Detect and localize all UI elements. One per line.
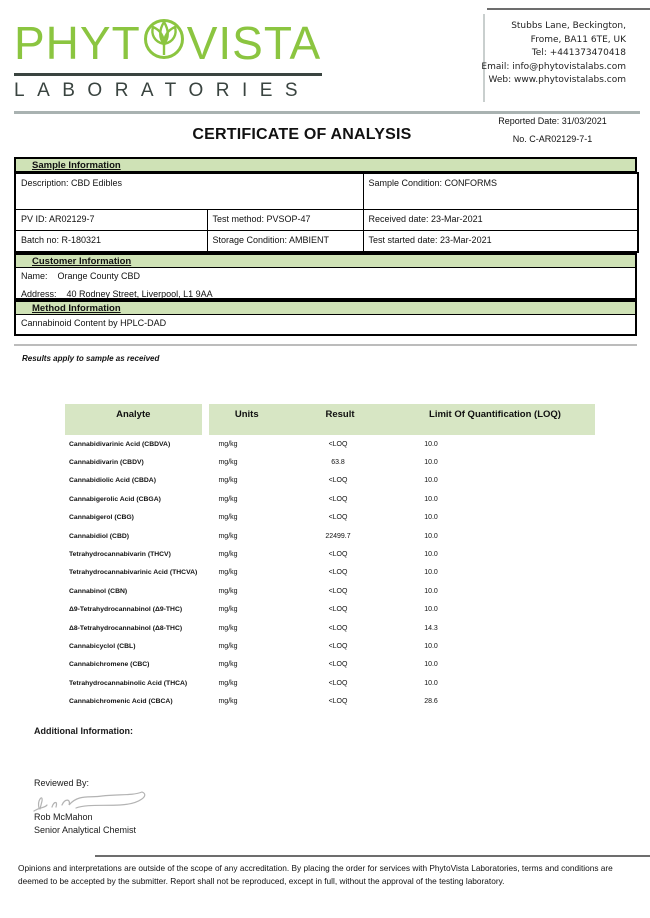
- reviewer-title: Senior Analytical Chemist: [34, 825, 137, 835]
- batch-no-cell: Batch no: R-180321: [15, 230, 207, 252]
- units-cell: mg/kg: [218, 606, 238, 614]
- sample-description-cell: Description: CBD Edibles: [15, 173, 363, 209]
- result-cell: <LOQ: [328, 477, 348, 485]
- units-cell: mg/kg: [218, 569, 238, 577]
- analyte-cell: Tetrahydrocannabivarin (THCV): [69, 551, 171, 559]
- table-row: [65, 637, 595, 655]
- result-cell: 22499.7: [325, 532, 351, 540]
- table-row: [65, 509, 595, 527]
- table-row: [65, 619, 595, 637]
- loq-cell: 10.0: [424, 495, 438, 503]
- units-cell: mg/kg: [218, 459, 238, 467]
- logo-divider-rule: [14, 73, 322, 76]
- results-table-header-row: [65, 404, 595, 435]
- logo-wordmark: [14, 16, 326, 69]
- table-row: [65, 692, 595, 710]
- units-cell: mg/kg: [218, 679, 238, 687]
- table-row: [65, 674, 595, 692]
- analyte-cell: Cannabidivarinic Acid (CBDVA): [69, 440, 171, 448]
- table-row: [65, 582, 595, 600]
- result-cell: <LOQ: [328, 624, 348, 632]
- results-table-body: [65, 435, 595, 711]
- analyte-cell: Cannabigerol (CBG): [69, 514, 134, 522]
- reviewed-by-label: Reviewed By:: [34, 778, 90, 788]
- results-table: [65, 404, 595, 711]
- phytovista-logo: [14, 16, 326, 102]
- units-cell: mg/kg: [218, 661, 238, 669]
- analyte-cell: Cannabidivarin (CBDV): [69, 459, 144, 467]
- loq-cell: 10.0: [424, 477, 438, 485]
- method-information-header: Method Information: [14, 300, 637, 315]
- col-header-result: Result: [285, 404, 395, 435]
- units-cell: mg/kg: [218, 514, 238, 522]
- units-cell: mg/kg: [218, 698, 238, 706]
- analyte-cell: Δ9-Tetrahydrocannabinol (Δ9-THC): [69, 606, 183, 614]
- result-cell: <LOQ: [328, 514, 348, 522]
- storage-condition-cell: Storage Condition: AMBIENT: [207, 230, 363, 252]
- customer-name: Name: Orange County CBD: [21, 271, 141, 281]
- loq-cell: 28.6: [424, 698, 438, 706]
- table-row: [65, 453, 595, 471]
- analyte-cell: Cannabicyclol (CBL): [69, 642, 136, 650]
- table-row: [65, 490, 595, 508]
- table-row: [65, 527, 595, 545]
- analyte-cell: Cannabinol (CBN): [69, 587, 128, 595]
- analyte-cell: Tetrahydrocannabinolic Acid (THCA): [69, 679, 188, 687]
- units-cell: mg/kg: [218, 477, 238, 485]
- results-note: Results apply to sample as received: [22, 354, 160, 363]
- analyte-cell: Cannabidiol (CBD): [69, 532, 130, 540]
- header-horizontal-rule: [14, 111, 640, 114]
- method-description: Cannabinoid Content by HPLC-DAD: [21, 318, 167, 328]
- address-line: Stubbs Lane, Beckington,: [511, 21, 626, 31]
- table-row: [65, 435, 595, 453]
- table-row: [65, 564, 595, 582]
- sample-condition-cell: Sample Condition: CONFORMS: [363, 173, 638, 209]
- loq-cell: 10.0: [424, 440, 438, 448]
- address-line-tel: Tel: +441373470418: [531, 48, 626, 58]
- result-cell: <LOQ: [328, 551, 348, 559]
- customer-address: Address: 40 Rodney Street, Liverpool, L1 9AA: [21, 289, 213, 299]
- result-cell: <LOQ: [328, 642, 348, 650]
- analyte-cell: Cannabichromene (CBC): [69, 661, 150, 669]
- loq-cell: 10.0: [424, 569, 438, 577]
- address-line-email: Email: info@phytovistalabs.com: [481, 61, 626, 72]
- analyte-cell: Tetrahydrocannabivarinic Acid (THCVA): [69, 569, 198, 577]
- result-cell: <LOQ: [328, 679, 348, 687]
- units-cell: mg/kg: [218, 495, 238, 503]
- footer-disclaimer: Opinions and interpretations are outside of the scope of any accreditation. By placing the order for services with PhytoVista Laboratories, terms and conditions are deemed to be accepted by the submitter. Report shall not be reproduced, except in full, without the approval of the testing laboratory.: [18, 863, 613, 886]
- loq-cell: 10.0: [424, 661, 438, 669]
- table-row: [65, 601, 595, 619]
- address-line-web: Web: www.phytovistalabs.com: [488, 75, 626, 85]
- analyte-cell: Cannabigerolic Acid (CBGA): [69, 495, 161, 503]
- method-information-box: [14, 315, 637, 336]
- loq-cell: 10.0: [424, 587, 438, 595]
- top-right-rule: [487, 8, 650, 10]
- table-row: [65, 472, 595, 490]
- test-method-cell: Test method: PVSOP-47: [207, 209, 363, 230]
- info-section: [14, 157, 637, 336]
- analyte-cell: Δ8-Tetrahydrocannabinol (Δ8-THC): [69, 624, 183, 632]
- result-cell: <LOQ: [328, 495, 348, 503]
- units-cell: mg/kg: [218, 624, 238, 632]
- loq-cell: 10.0: [424, 679, 438, 687]
- leaf-o-icon: [142, 16, 186, 69]
- units-cell: mg/kg: [218, 532, 238, 540]
- loq-cell: 10.0: [424, 514, 438, 522]
- units-cell: mg/kg: [218, 642, 238, 650]
- result-cell: <LOQ: [328, 606, 348, 614]
- loq-cell: 10.0: [424, 551, 438, 559]
- sample-information-table: [14, 172, 639, 253]
- col-header-loq: Limit Of Quantification (LOQ): [395, 404, 595, 435]
- sample-information-header: Sample Information: [14, 157, 637, 172]
- table-row: [65, 656, 595, 674]
- additional-information-label: Additional Information:: [34, 726, 133, 736]
- lab-address-block: [406, 20, 626, 88]
- logo-text-left: PHYT: [14, 16, 141, 69]
- customer-information-header: Customer Information: [14, 253, 637, 268]
- col-header-units: Units: [205, 404, 285, 435]
- page-title: CERTIFICATE OF ANALYSIS: [192, 126, 412, 143]
- units-cell: mg/kg: [218, 587, 238, 595]
- address-line: Frome, BA11 6TE, UK: [530, 34, 626, 45]
- table-row: [65, 545, 595, 563]
- logo-subtitle: LABORATORIES: [14, 80, 311, 101]
- result-cell: <LOQ: [328, 569, 348, 577]
- result-cell: <LOQ: [328, 661, 348, 669]
- reviewer-name: Rob McMahon: [34, 812, 93, 822]
- units-cell: mg/kg: [218, 440, 238, 448]
- pv-id-cell: PV ID: AR02129-7: [15, 209, 207, 230]
- mid-horizontal-rule: [14, 344, 637, 346]
- test-started-date-cell: Test started date: 23-Mar-2021: [363, 230, 638, 252]
- loq-cell: 10.0: [424, 606, 438, 614]
- loq-cell: 10.0: [424, 642, 438, 650]
- customer-information-box: [14, 268, 637, 300]
- reported-date: Reported Date: 31/03/2021: [498, 116, 607, 126]
- result-cell: <LOQ: [328, 440, 348, 448]
- analyte-cell: Cannabidiolic Acid (CBDA): [69, 477, 156, 485]
- analyte-cell: Cannabichromenic Acid (CBCA): [69, 698, 173, 706]
- loq-cell: 10.0: [424, 532, 438, 540]
- loq-cell: 10.0: [424, 459, 438, 467]
- certificate-number: No. C-AR02129-7-1: [512, 134, 593, 144]
- result-cell: <LOQ: [328, 698, 348, 706]
- col-header-analyte: Analyte: [65, 404, 205, 435]
- logo-text-right: VISTA: [186, 16, 322, 69]
- loq-cell: 14.3: [424, 624, 438, 632]
- result-cell: <LOQ: [328, 587, 348, 595]
- footer-rule: [95, 855, 650, 857]
- units-cell: mg/kg: [218, 551, 238, 559]
- result-cell: 63.8: [331, 459, 345, 467]
- received-date-cell: Received date: 23-Mar-2021: [363, 209, 638, 230]
